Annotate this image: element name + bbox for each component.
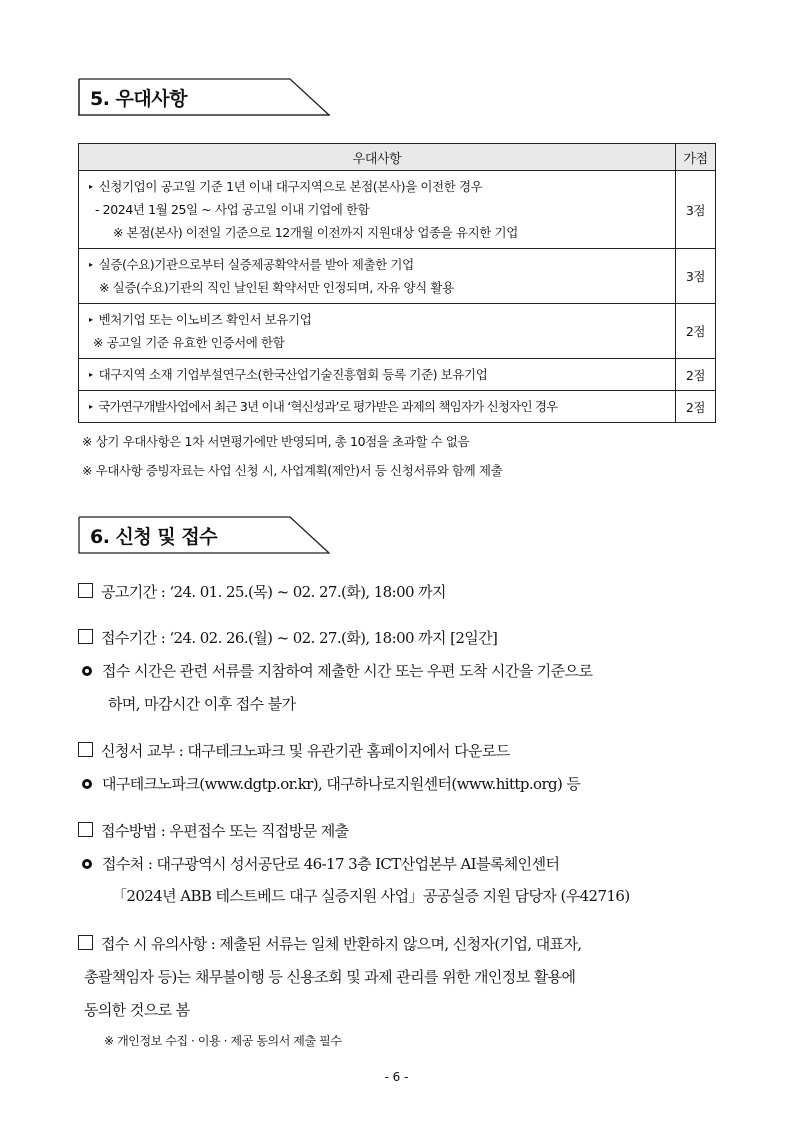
reception-place-cont: 「2024년 ABB 테스트베드 대구 실증지원 사업」공공실증 지원 담당자 (우42716) — [112, 887, 630, 905]
triangle-bullet-icon: ▸ — [89, 182, 93, 191]
circle-bullet-icon — [82, 859, 92, 869]
header-item: 우대사항 — [79, 144, 676, 171]
triangle-bullet-icon: ▸ — [89, 402, 93, 411]
item-reception-period: 접수기간 : ‘24. 02. 26.(월) ~ 02. 27.(화), 18:00 까지 [2일간] — [78, 627, 497, 648]
row-2-text: ▸ 실증(수요)기관으로부터 실증제공확약서를 받아 제출한 기업 ※ 실증(수요)기관의 직인 날인된 확약서만 인정되며, 자유 양식 활용 — [79, 249, 676, 304]
note-2: ※ 우대사항 증빙자료는 사업 신청 시, 사업계획(제안)서 등 신청서류와 함께 제출 — [82, 463, 503, 478]
table-row — [79, 249, 716, 304]
table-row — [79, 359, 716, 391]
preference-table — [78, 143, 716, 423]
reception-note: 접수 시간은 관련 서류를 지참하여 제출한 시간 또는 우편 도착 시간을 기준으로 — [82, 660, 592, 681]
row-1-points: 3점 — [676, 171, 716, 249]
section-5-heading — [78, 78, 328, 114]
square-bullet-icon — [78, 583, 93, 598]
triangle-bullet-icon: ▸ — [89, 260, 93, 269]
section-5-title: 5. 우대사항 — [90, 88, 187, 110]
item-reception-method: 접수방법 : 우편접수 또는 직접방문 제출 — [78, 820, 349, 841]
square-bullet-icon — [78, 629, 93, 644]
reception-note-cont: 하며, 마감시간 이후 접수 불가 — [108, 695, 296, 713]
square-bullet-icon — [78, 822, 93, 837]
table-row — [79, 304, 716, 359]
note-1: ※ 상기 우대사항은 1차 서면평가에만 반영되며, 총 10점을 초과할 수 없음 — [82, 434, 470, 449]
page-number: - 6 - — [384, 1070, 409, 1084]
triangle-bullet-icon: ▸ — [89, 315, 93, 324]
triangle-bullet-icon: ▸ — [89, 370, 93, 379]
form-sites: 대구테크노파크(www.dgtp.or.kr), 대구하나로지원센터(www.hittp.org) 등 — [82, 773, 580, 794]
section-6-title: 6. 신청 및 접수 — [90, 526, 218, 548]
caution-line-3: 동의한 것으로 봄 — [84, 1001, 190, 1019]
circle-bullet-icon — [82, 779, 92, 789]
row-3-points: 2점 — [676, 304, 716, 359]
row-5-points: 2점 — [676, 391, 716, 423]
header-points: 가점 — [676, 144, 716, 171]
row-1-text: ▸ 신청기업이 공고일 기준 1년 이내 대구지역으로 본점(본사)을 이전한 경우 - 2024년 1월 25일 ~ 사업 공고일 이내 기업에 한함 ※ 본점(본사) 이전일 기준으로 12개월 이전까지 지원대상 업종을 유지한 기업 — [79, 171, 676, 249]
table-row — [79, 391, 716, 423]
item-caution: 접수 시 유의사항 : 제출된 서류는 일체 반환하지 않으며, 신청자(기업, 대표자, — [78, 933, 582, 954]
row-2-points: 3점 — [676, 249, 716, 304]
reception-place: 접수처 : 대구광역시 성서공단로 46-17 3층 ICT산업본부 AI블록체인센터 — [82, 853, 559, 874]
table-row — [79, 171, 716, 249]
row-4-text: ▸ 대구지역 소재 기업부설연구소(한국산업기술진흥협회 등록 기준) 보유기업 — [79, 359, 676, 391]
square-bullet-icon — [78, 935, 93, 950]
square-bullet-icon — [78, 742, 93, 757]
row-3-text: ▸ 벤처기업 또는 이노비즈 확인서 보유기업 ※ 공고일 기준 유효한 인증서에 한함 — [79, 304, 676, 359]
table-header-row — [79, 144, 716, 171]
item-announcement-period: 공고기간 : ‘24. 01. 25.(목) ~ 02. 27.(화), 18:00 까지 — [78, 581, 446, 602]
section-6-heading — [78, 516, 328, 552]
caution-line-2: 총괄책임자 등)는 채무불이행 등 신용조회 및 과제 관리를 위한 개인정보 활용에 — [84, 968, 576, 986]
row-5-text: ▸ 국가연구개발사업에서 최근 3년 이내 ‘혁신성과’로 평가받은 과제의 책임자가 신청자인 경우 — [79, 391, 676, 423]
item-application-form: 신청서 교부 : 대구테크노파크 및 유관기관 홈페이지에서 다운로드 — [78, 740, 510, 761]
circle-bullet-icon — [82, 666, 92, 676]
row-4-points: 2점 — [676, 359, 716, 391]
caution-note: ※ 개인정보 수집 · 이용 · 제공 동의서 제출 필수 — [104, 1034, 342, 1048]
